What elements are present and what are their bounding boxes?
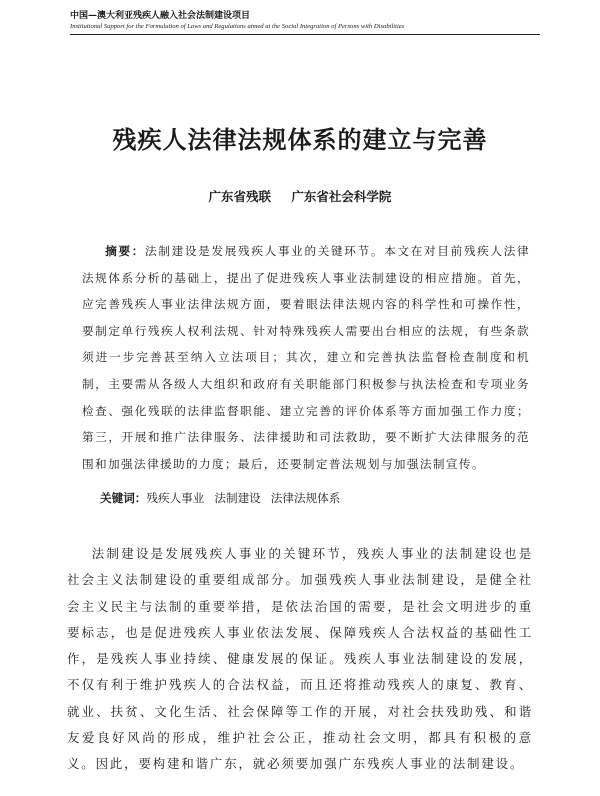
abstract-label: 摘要： [105, 244, 146, 258]
abstract [82, 238, 530, 477]
keyword-1: 残疾人事业 [146, 491, 205, 505]
header-english: Institutional Support for the Formulation of Laws and Regulations aimed at the Social Integration of Persons with Disabilities [70, 23, 405, 30]
keywords-label: 关键词： [100, 491, 147, 505]
keyword-3: 法律法规体系 [270, 491, 341, 505]
author-2: 广东省社会科学院 [291, 189, 392, 204]
abstract-text: 法制建设是发展残疾人事业的关键环节。本文在对目前残疾人法律法规体系分析的基础上，提出了促进残疾人事业法制建设的相应措施。首先，应完善残疾人事业法律法规方面，要着眼法律法规内容的科学性和可操作性，要制定单行残疾人权利法规、针对特殊残疾人需要出台相应的法规，有些条款须进一步完善甚至纳入立法项目；其次，建立和完善执法监督检查制度和机制，主要需从各级人大组织和政府有关职能部门积极参与执法检查和专项业务检查、强化残联的法律监督职能、建立完善的评价体系等方面加强工作力度；第三，开展和推广法律服务、法律援助和司法救助，要不断扩大法律服务的范围和加强法律援助的力度；最后，还要制定普法规划与加强法制宣传。 [82, 244, 530, 471]
authors [0, 187, 600, 205]
keyword-2: 法制建设 [214, 491, 261, 505]
body-paragraph: 法制建设是发展残疾人事业的关键环节，残疾人事业的法制建设也是社会主义法制建设的重要组成部分。加强残疾人事业法制建设，是健全社会主义民主与法制的重要举措，是依法治国的需要，是社会文明进步的重要标志，也是促进残疾人事业依法发展、保障残疾人合法权益的基础性工作，是残疾人事业持续、健康发展的保证。残疾人事业法制建设的发展，不仅有利于维护残疾人的合法权益，而且还将推动残疾人的康复、教育、就业、扶贫、文化生活、社会保障等工作的开展，对社会扶残助残、和谐友爱良好风尚的形成，维护社会公正，推动社会文明，都具有积极的意义。因此，要构建和谐广东，就必须要加强广东残疾人事业的法制建设。 [67, 546, 533, 772]
header-rule [70, 34, 540, 35]
article-title: 残疾人法律法规体系的建立与完善 [112, 125, 488, 154]
header-chinese: 中国—澳大利亚残疾人融入社会法制建设项目 [70, 11, 251, 21]
running-header [70, 10, 540, 31]
author-1: 广东省残联 [208, 189, 272, 204]
keywords [100, 488, 530, 508]
